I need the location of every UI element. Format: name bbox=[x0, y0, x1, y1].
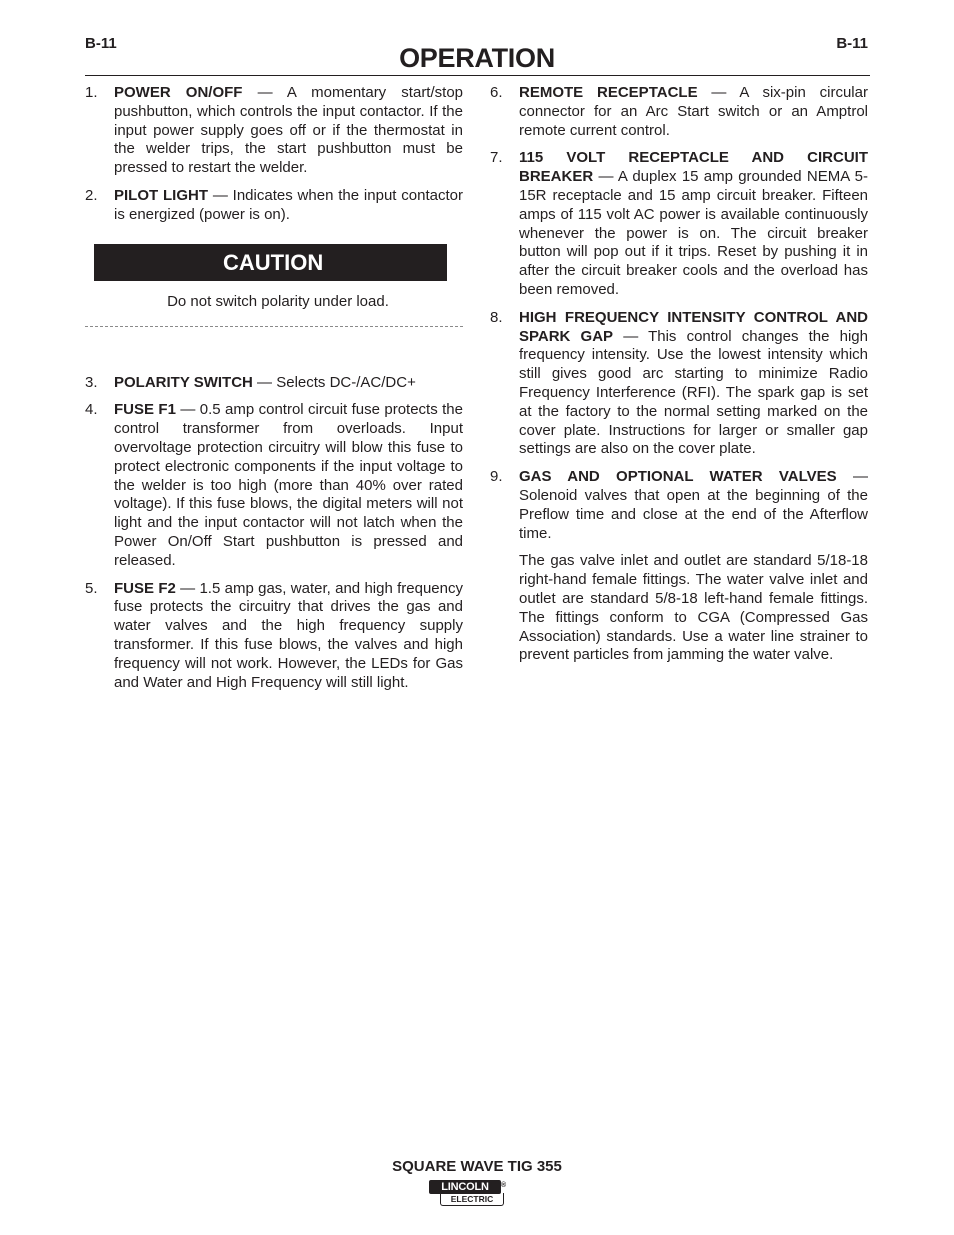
item-term: 115 VOLT RECEPTACLE AND CIRCUIT BREAKER bbox=[519, 149, 868, 186]
item-number: 5. bbox=[85, 579, 98, 597]
item-body bbox=[519, 149, 868, 299]
lincoln-electric-logo bbox=[429, 1180, 507, 1207]
list-item bbox=[85, 401, 463, 570]
caution-heading: CAUTION bbox=[94, 244, 447, 281]
item-number: 4. bbox=[85, 401, 98, 419]
item-term: PILOT LIGHT bbox=[114, 186, 208, 204]
list-item bbox=[490, 84, 868, 140]
item-term: FUSE F1 bbox=[114, 401, 176, 419]
list-item bbox=[85, 580, 463, 693]
logo-bottom-text: ELECTRIC bbox=[440, 1193, 504, 1206]
item-number: 7. bbox=[490, 149, 503, 167]
item-text: — A six-pin circular connector for an Arc Start switch or an Amptrol remote current control. bbox=[519, 84, 868, 139]
list-item bbox=[85, 374, 463, 393]
item-text: — A duplex 15 amp grounded NEMA 5-15R receptacle and 15 amp circuit breaker. Fifteen amps of 115 volt AC power is available continuously whenever the power is on. The circuit breaker button will pop out if it trips. Reset by pushing it in after the circuit breaker cools and the overload has been removed. bbox=[519, 168, 868, 298]
list-item bbox=[85, 84, 463, 178]
page-title: OPERATION bbox=[399, 43, 555, 73]
item-body bbox=[519, 309, 868, 459]
list-item bbox=[490, 149, 868, 299]
item-number: 8. bbox=[490, 308, 503, 326]
item-body bbox=[114, 84, 463, 178]
gas-valve-paragraph: The gas valve inlet and outlet are standard 5/18-18 right-hand female fittings. The water valve inlet and outlet are standard 5/8-18 left-hand female fittings. The fittings conform to CGA (Compressed Gas Association) standards. Use a water line strainer to prevent particles from jamming the water valve. bbox=[519, 552, 868, 664]
caution-text: Do not switch polarity under load. bbox=[167, 292, 389, 310]
list-item bbox=[490, 309, 868, 459]
logo-top-text: LINCOLN bbox=[429, 1180, 501, 1194]
item-number: 3. bbox=[85, 373, 98, 391]
header-rule bbox=[85, 75, 870, 76]
item-number: 9. bbox=[490, 468, 503, 486]
list-item bbox=[85, 187, 463, 225]
item-term: FUSE F2 bbox=[114, 579, 176, 597]
item-text: — Solenoid valves that open at the beginning of the Preflow time and close at the end of the Afterflow time. bbox=[519, 468, 868, 542]
footer-product-name: SQUARE WAVE TIG 355 bbox=[392, 1158, 562, 1175]
list-item bbox=[490, 468, 868, 543]
item-number: 6. bbox=[490, 84, 503, 101]
item-body bbox=[114, 374, 463, 393]
item-term: HIGH FREQUENCY INTENSITY CONTROL AND SPARK GAP bbox=[519, 308, 868, 345]
right-column bbox=[490, 84, 868, 665]
item-text: — 1.5 amp gas, water, and high frequency fuse protects the circuitry that drives the gas and water valves and the high frequency supply transformer. If this fuse blows, the valves and high frequency will not work. However, the LEDs for Gas and Water and High Frequency will still light. bbox=[114, 579, 463, 691]
item-body bbox=[114, 580, 463, 693]
item-text: — Selects DC-/AC/DC+ bbox=[252, 373, 416, 391]
item-term: POLARITY SWITCH bbox=[114, 373, 253, 391]
item-body bbox=[519, 84, 868, 140]
item-text: — This control changes the high frequency intensity. Use the lowest intensity which still gives good arc starting to minimize Radio Frequency Interference (RFI). The spark gap is set at the factory to the normal setting marked on the cover plate. Instructions for larger or smaller gap settings are also on the cover plate. bbox=[519, 327, 868, 458]
item-text: — A momentary start/stop pushbutton, which controls the input contactor. If the input power supply goes off or if the thermostat in the welder trips, the start pushbutton must be pressed to restart the welder. bbox=[114, 84, 463, 177]
page-number-right: B-11 bbox=[836, 35, 868, 52]
item-term: REMOTE RECEPTACLE bbox=[519, 84, 698, 101]
item-number: 2. bbox=[85, 186, 98, 204]
item-term: POWER ON/OFF bbox=[114, 84, 243, 101]
item-body bbox=[519, 468, 868, 543]
logo-registered-mark: ® bbox=[501, 1182, 507, 1189]
item-body bbox=[114, 187, 463, 225]
item-body bbox=[114, 401, 463, 570]
page-number-left: B-11 bbox=[85, 35, 117, 52]
item-term: GAS AND OPTIONAL WATER VALVES bbox=[519, 468, 837, 486]
left-column bbox=[85, 84, 463, 701]
item-text: — Indicates when the input contactor is energized (power is on). bbox=[114, 186, 463, 223]
item-number: 1. bbox=[85, 84, 98, 101]
item-text: — 0.5 amp control circuit fuse protects the control transformer from overloads. Input overvoltage protection circuitry will blow this fuse to protect electronic components if the input voltage to the welder is too high (more than 40% over rated voltage). If this fuse blows, the digital meters will not light and the input contactor will not latch when the Power On/Off Start pushbutton is pressed and released. bbox=[114, 401, 463, 569]
